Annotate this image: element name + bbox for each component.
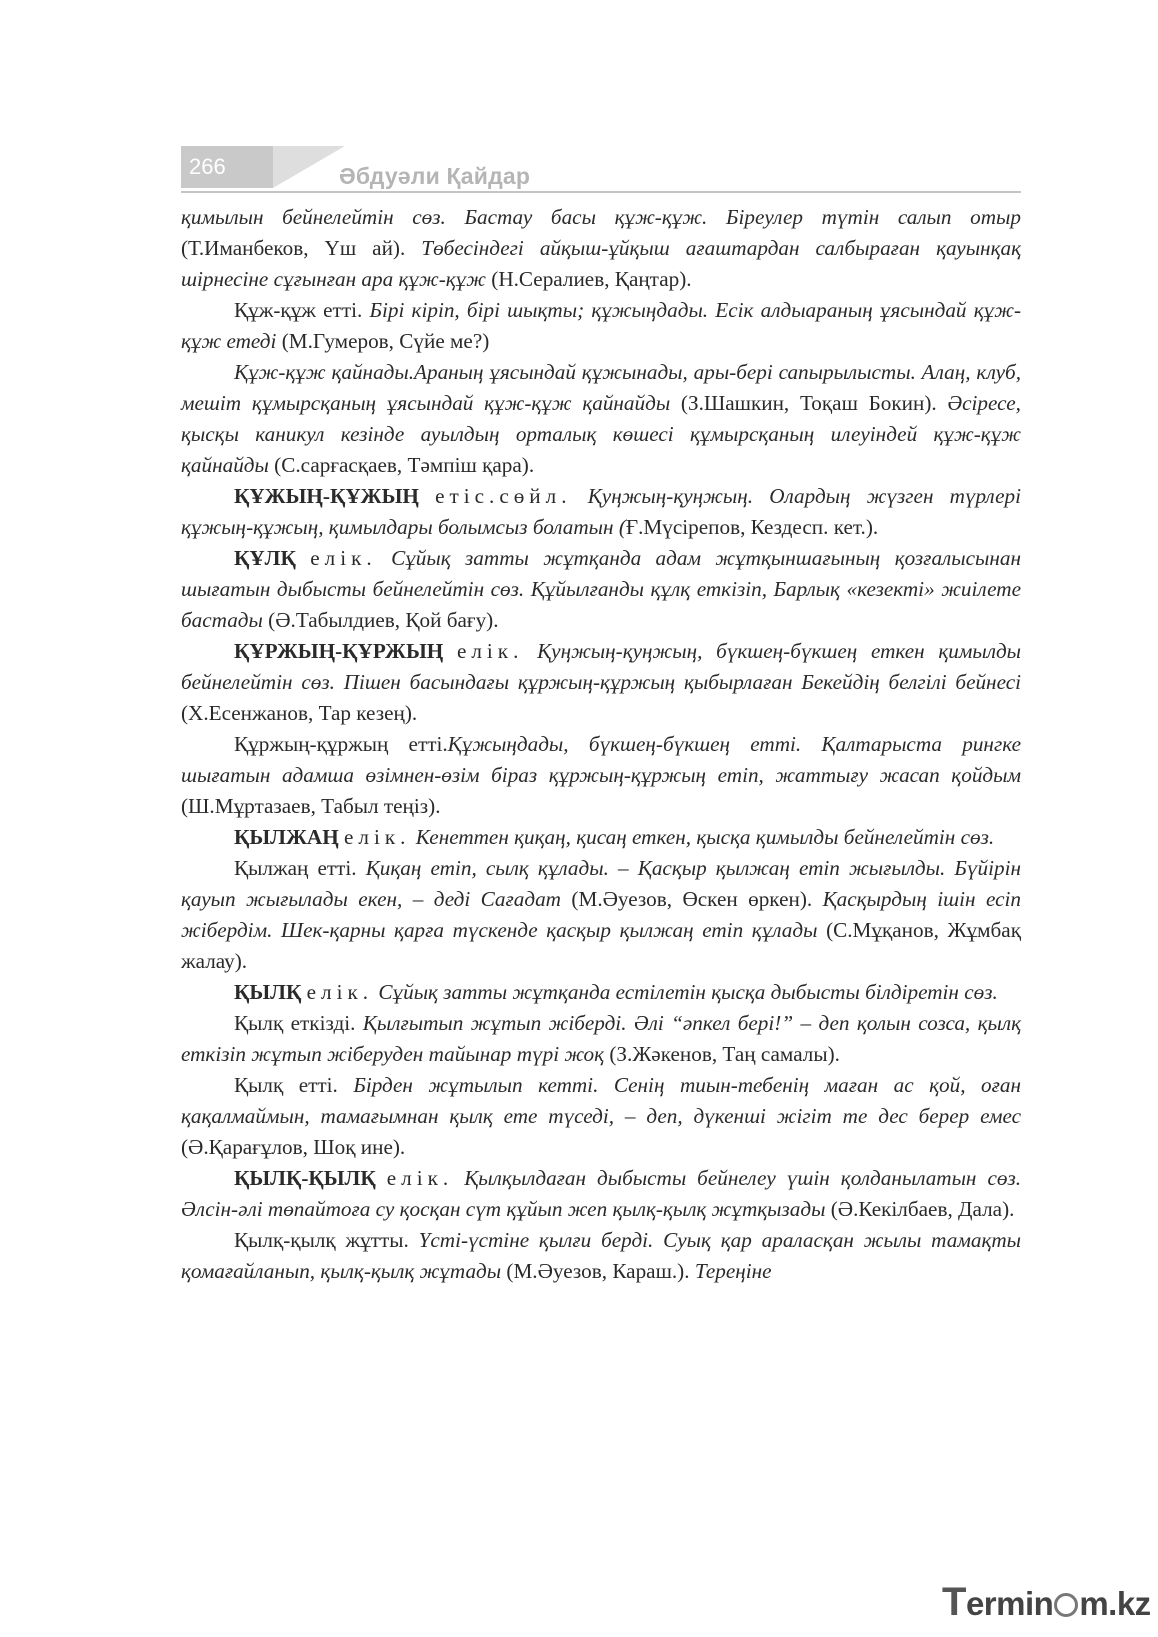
watermark-logo	[942, 1580, 1151, 1625]
part-of-speech: елік.	[343, 825, 411, 849]
dictionary-paragraph	[181, 1225, 1021, 1287]
example-text: Қасқырдың ішін есіп жібердім. Шек-қарны қарға түскенде қасқыр қылжаң етіп құлады	[181, 887, 1021, 942]
dictionary-paragraph	[181, 481, 1021, 543]
dictionary-paragraph	[181, 543, 1021, 636]
dictionary-paragraph	[181, 357, 1021, 481]
dictionary-paragraph	[181, 729, 1021, 822]
headword: ҚЫЛҚ-ҚЫЛҚ	[234, 1166, 376, 1190]
source-text: (С.сарғасқаев, Тәмпіш қара).	[268, 453, 535, 477]
source-text: (М.Әуезов, Өскен өркен).	[560, 887, 823, 911]
source-text: Қылқ еткізді.	[234, 1011, 363, 1035]
dictionary-paragraph	[181, 295, 1021, 357]
source-text: (Т.Иманбеков, Үш ай).	[181, 236, 422, 260]
running-header-author: Әбдуәли Қайдар	[339, 163, 531, 189]
source-text: (З.Жәкенов, Таң самалы).	[604, 1042, 840, 1066]
watermark-text-after: m.kz	[1079, 1585, 1151, 1622]
example-text: Әсіресе, қысқы каникул кезінде ауылдың орталық көшесі құмырсқаның илеуіндей құж-құж қайнайды	[181, 391, 1021, 477]
source-text: Қылқ-қылқ жұтты.	[234, 1228, 419, 1252]
watermark-t-letter: T	[942, 1580, 966, 1624]
headword: ҚЫЛҚ	[234, 980, 302, 1004]
header-rule	[181, 191, 1021, 193]
source-text	[572, 484, 588, 508]
example-text: Қылқылдаған дыбысты бейнелеу үшін қолданылатын сөз. Әлсін-әлі төпайтоға су қосқан сүт құйып жеп қылқ-қылқ жұтқызады	[181, 1166, 1022, 1221]
source-text	[523, 639, 537, 663]
example-text: Тереңіне	[694, 1259, 772, 1283]
headword: ҚҰРЖЫҢ-ҚҰРЖЫҢ	[234, 639, 444, 663]
source-text: Қылқ етті.	[234, 1073, 354, 1097]
source-text: (Ә.Қарағұлов, Шоқ ине).	[181, 1135, 406, 1159]
page-number-tab	[181, 146, 273, 188]
example-text: Қиқаң етіп, сылқ құлады. – Қасқыр қылжаң етіп жығылды. Бүйірін қауып жығылады екен, – деді Сағадат	[181, 856, 1021, 911]
example-text: Кенеттен қиқаң, қисаң еткен, қысқа қимылды бейнелейтін сөз.	[415, 825, 995, 849]
example-text: Қылғытып жұтып жіберді. Әлі “әпкел бері!” – деп қолын созса, қылқ еткізіп жұтып жіберуден тайынар түрі жоқ	[181, 1011, 1021, 1066]
source-text	[443, 639, 457, 663]
example-text: Құжыңдады, бүкшең-бүкшең етті. Қалтарыста рингке шығатын адамша өзімнен-өзім біраз құржың-құржың етіп, жаттығу жасап қойдым	[181, 732, 1022, 787]
part-of-speech: елік.	[306, 980, 374, 1004]
source-text: (М.Гумеров, Сүйе ме?)	[276, 329, 490, 353]
example-text: Сұйық затты жұтқанда естілетін қысқа дыбысты білдіретін сөз.	[378, 980, 998, 1004]
source-text	[296, 546, 310, 570]
example-text: Төбесіндегі айқыш-ұйқыш ағаштардан салбыраған қауынқақ шірнесіне сұғынған ара құж-құж	[181, 236, 1021, 291]
part-of-speech: елік.	[386, 1166, 454, 1190]
page-number-tab-arrow	[273, 146, 345, 188]
example-text: Бірден жұтылып кетті. Сенің тиын-тебенің маған ас қой, оған қақалмаймын, тамағымнан қылқ ете түседі, – деп, дүкенші жігіт те дес берер емес	[181, 1073, 1021, 1128]
part-of-speech: елік.	[456, 639, 524, 663]
page-number: 266	[189, 154, 226, 179]
source-text: (С.Мұқанов, Жұмбақ жалау).	[181, 918, 1022, 973]
example-text: қимылын бейнелейтін сөз. Бастау басы құж-құж. Біреулер түтін салып отыр	[181, 205, 1021, 229]
dictionary-paragraph	[181, 1070, 1021, 1163]
headword: ҚЫЛЖАҢ	[234, 825, 339, 849]
example-text: Сұйық затты жұтқанда адам жұтқыншағының қозғалысынан шығатын дыбысты бейнелейтін сөз. Құйылғанды құлқ еткізіп, Барлық «кезекті» жиілете бастады	[181, 546, 1022, 632]
dictionary-paragraph	[181, 977, 1021, 1008]
source-text: (Н.Сералиев, Қаңтар).	[485, 267, 692, 291]
part-of-speech: елік.	[310, 546, 377, 570]
headword: ҚҰЖЫҢ-ҚҰЖЫҢ	[234, 484, 419, 508]
dictionary-paragraph	[181, 1008, 1021, 1070]
source-text	[453, 1166, 464, 1190]
watermark-o-icon	[1054, 1593, 1078, 1617]
source-text	[377, 546, 391, 570]
source-text	[376, 1166, 387, 1190]
dictionary-paragraph	[181, 636, 1021, 729]
watermark-text-before: ermin	[965, 1585, 1054, 1622]
source-text: Құж-құж етті.	[234, 298, 370, 322]
source-text: Ғ.Мүсірепов, Кездесп. кет.).	[625, 515, 879, 539]
source-text: (Х.Есенжанов, Тар кезең).	[181, 701, 418, 725]
headword: ҚҰЛҚ	[234, 546, 296, 570]
source-text: (Ә.Кекілбаев, Дала).	[825, 1197, 1015, 1221]
source-text: (З.Шашкин, Тоқаш Бокин).	[670, 391, 948, 415]
page-header	[181, 146, 1021, 194]
dictionary-paragraph	[181, 822, 1021, 853]
example-text: Қуңжың-қуңжың. Олардың жүзген түрлері құжың-құжың, қимылдары болымсыз болатын (	[181, 484, 1021, 539]
example-text: Бірі кіріп, бірі шықты; құжыңдады. Есік алдыараның ұясындай құж-құж етеді	[181, 298, 1021, 353]
example-text: Құж-құж қайнады.Араның ұясындай құжынады, ары-бері сапырылысты. Алаң, клуб, мешіт құмырсқаның ұясындай құж-құж қайнайды	[181, 360, 1021, 415]
source-text: Құржың-құржың етті.	[234, 732, 448, 756]
source-text: (Ә.Табылдиев, Қой бағу).	[262, 608, 499, 632]
part-of-speech: етіс.сөйл.	[435, 484, 572, 508]
dictionary-paragraph	[181, 1163, 1021, 1225]
source-text: (М.Әуезов, Караш.).	[501, 1259, 695, 1283]
dictionary-paragraph	[181, 853, 1021, 977]
example-text: Қуңжың-қуңжың, бүкшең-бүкшең еткен қимылды бейнелейтін сөз. Пішен басындағы құржың-құржың қыбырлаған Бекейдің белгілі бейнесі	[181, 639, 1022, 694]
page-body	[181, 202, 1021, 1287]
source-text	[419, 484, 435, 508]
example-text: Үсті-үстіне қылғи берді. Суық қар араласқан жылы тамақты қомағайланып, қылқ-қылқ жұтады	[181, 1228, 1022, 1283]
source-text: (Ш.Мұртазаев, Табыл теңіз).	[181, 794, 441, 818]
source-text: Қылжаң етті.	[234, 856, 366, 880]
dictionary-paragraph	[181, 202, 1021, 295]
